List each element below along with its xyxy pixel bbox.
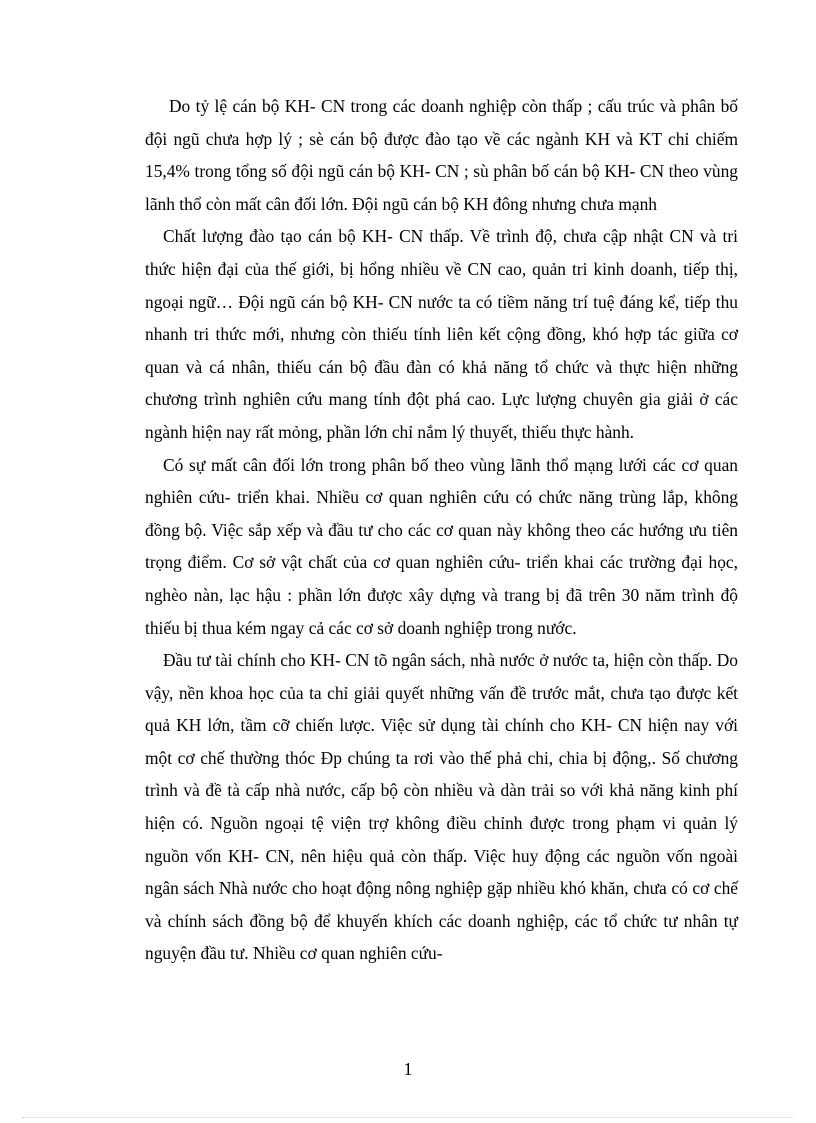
paragraph: Chất lượng đào tạo cán bộ KH- CN thấp. Về trình độ, chưa cập nhật CN và tri thức hiện đại của thế giới, bị hổng nhiều về CN cao, quản tri kinh doanh, tiếp thị, ngoại ngữ… Đội ngũ cán bộ KH- CN nước ta có tiềm năng trí tuệ đáng kể, tiếp thu nhanh tri thức mới, nhưng còn thiếu tính liên kết cộng đồng, khó hợp tác giữa cơ quan và cá nhân, thiếu cán bộ đầu đàn có khả năng tổ chức và thực hiện những chương trình nghiên cứu mang tính đột phá cao. Lực lượng chuyên gia giải ở các ngành hiện nay rất mỏng, phần lớn chỉ nắm lý thuyết, thiếu thực hành.	[145, 226, 738, 442]
document-body	[145, 90, 738, 970]
page-boundary	[22, 1117, 794, 1118]
paragraph: Đầu tư tài chính cho KH- CN tõ ngân sách, nhà nước ở nước ta, hiện còn thấp. Do vậy, nền khoa học của ta chỉ giải quyết những vấn đề trước mắt, chưa tạo được kết quả KH lớn, tầm cỡ chiến lược. Việc sử dụng tài chính cho KH- CN hiện nay với một cơ chế thường thóc Đp chúng ta rơi vào thế phả chi, chia bị động,. Số chương trình và đề tà cấp nhà nước, cấp bộ còn nhiều và dàn trải so với khả năng kinh phí hiện có. Nguồn ngoại tệ viện trợ không điều chỉnh được trong phạm vi quản lý nguồn vốn KH- CN, nên hiệu quả còn thấp. Việc huy động các nguồn vốn ngoài ngân sách Nhà nước cho hoạt động nông nghiệp gặp nhiều khó khăn, chưa có cơ chế và chính sách đồng bộ để khuyến khích các doanh nghiệp, các tổ chức tư nhân tự nguyện đầu tư. Nhiều cơ quan nghiên cứu-	[145, 650, 738, 964]
paragraph: Do tỷ lệ cán bộ KH- CN trong các doanh nghiệp còn thấp ; cấu trúc và phân bố đội ngũ chưa hợp lý ; sè cán bộ được đào tạo về các ngành KH và KT chỉ chiếm 15,4% trong tổng số đội ngũ cán bộ KH- CN ; sù phân bố cán bộ KH- CN theo vùng lãnh thổ còn mất cân đối lớn. Đội ngũ cán bộ KH đông nhưng chưa mạnh	[145, 96, 738, 214]
paragraph: Có sự mất cân đối lớn trong phân bố theo vùng lãnh thổ mạng lưới các cơ quan nghiên cứu- triển khai. Nhiều cơ quan nghiên cứu có chức năng trùng lắp, không đồng bộ. Việc sắp xếp và đầu tư cho các cơ quan này không theo các hướng ưu tiên trọng điểm. Cơ sở vật chất của cơ quan nghiên cứu- triển khai các trường đại học, nghèo nàn, lạc hậu : phần lớn được xây dựng và trang bị đã trên 30 năm trình độ thiếu bị thua kém ngay cả các cơ sở doanh nghiệp trong nước.	[145, 454, 738, 638]
page-number: 1	[403, 1059, 413, 1079]
